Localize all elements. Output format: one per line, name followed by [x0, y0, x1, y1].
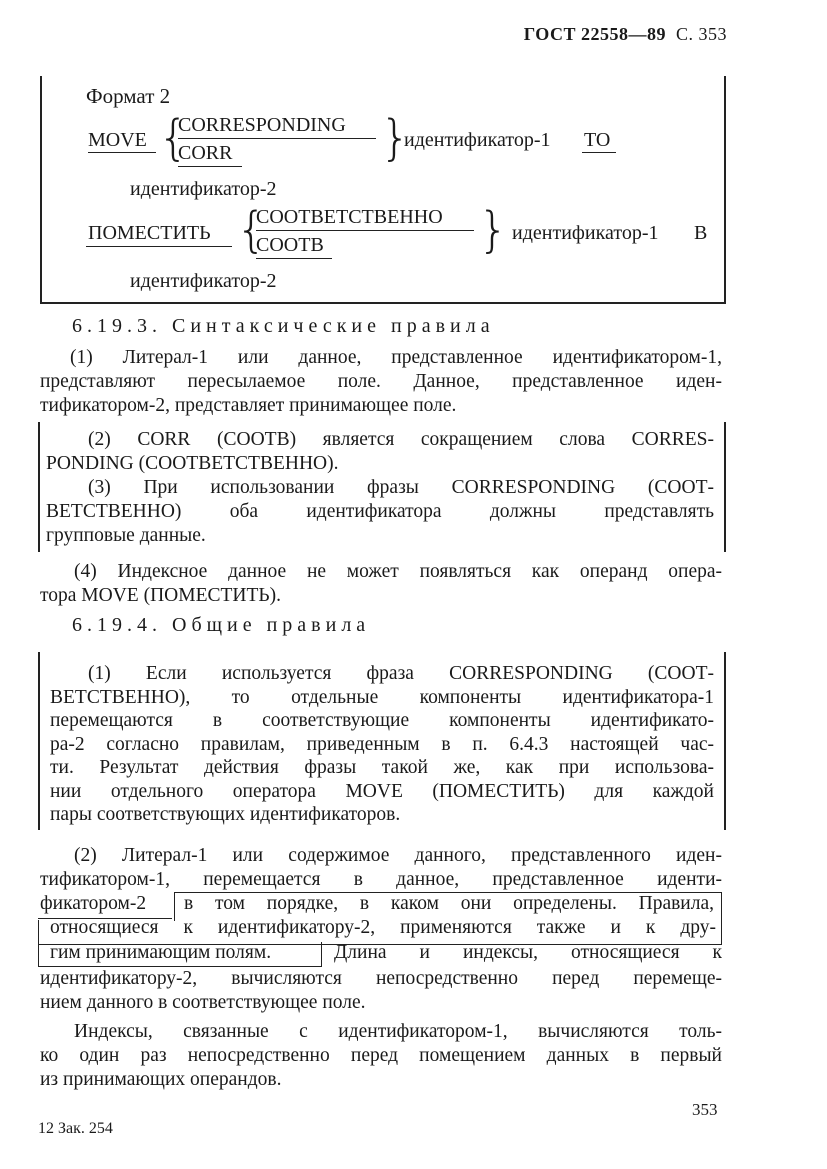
option-corr-underline: [178, 166, 242, 167]
keyword-to-underline: [582, 152, 616, 153]
identifier-1-ru: идентификатор-1: [512, 222, 659, 244]
syntax-rule-2-3: [46, 428, 714, 548]
option-sootvetstvenno-underline: [256, 230, 474, 231]
general-rule-2-line3a: фикатором-2: [40, 893, 147, 914]
syntax-rule-4-line: тора MOVE (ПОМЕСТИТЬ).: [40, 585, 281, 606]
indexes-line: Индексы, связанные с идентификатором-1, вычисляются толь-: [74, 1021, 722, 1042]
syntax-rule-line: (3) При использовании фразы CORRESPONDING (СООТ-: [88, 477, 714, 498]
identifier-2-en: идентификатор-2: [130, 178, 277, 200]
syntax-heading: 6.19.3. Синтаксические правила: [72, 315, 495, 337]
indexes-line: ко один раз непосредственно перед помещением данных в первый: [40, 1045, 722, 1066]
general-rule-1-line: перемещаются в соответствующие компоненты идентификато-: [50, 710, 714, 731]
syntax-rule-1-line: тификатором-2, представляет принимающее поле.: [40, 395, 457, 416]
general-rule-2-line: тификатором-1, перемещается в данное, представленное иденти-: [40, 869, 722, 890]
option-sootv-underline: [256, 258, 332, 259]
general-rule-1-line: ти. Результат действия фразы такой же, как при использова-: [50, 757, 714, 778]
general-rule-1-line: ВЕТСТВЕННО), то отдельные компоненты идентификатора-1: [50, 686, 714, 708]
move-verb-ru: ПОМЕСТИТЬ: [88, 222, 211, 244]
option-sootv: СООТВ: [256, 234, 324, 256]
keyword-to: TO: [584, 129, 611, 151]
general-rule-2-line: идентификатору-2, вычисляются непосредственно перед перемеще-: [40, 968, 722, 989]
identifier-2-ru: идентификатор-2: [130, 270, 277, 292]
standard-number: ГОСТ 22558—89: [523, 24, 666, 44]
move-underline: [88, 152, 156, 153]
identifier-1-en: идентификатор-1: [404, 129, 551, 151]
left-brace-ru: {: [236, 202, 267, 258]
syntax-rule-4: [40, 560, 722, 608]
format-title: Формат 2: [86, 84, 171, 108]
syntax-rule-line: (2) CORR (СООТВ) является сокращением слова CORRES-: [88, 429, 714, 450]
general-rule-2-line5b: Длина и индексы, относящиеся к: [334, 942, 722, 963]
general-rule-1-line: пары соответствующих идентификаторов.: [50, 804, 401, 825]
move-verb-ru-underline: [86, 246, 232, 247]
syntax-rule-1-line: представляют пересылаемое поле. Данное, представленное иден-: [40, 371, 722, 392]
keyword-v: В: [694, 222, 708, 244]
page-label: С. 353: [675, 24, 727, 44]
syntax-rule-4-line: (4) Индексное данное не может появляться как операнд опера-: [74, 561, 722, 582]
indexes-line: из принимающих операндов.: [40, 1069, 282, 1090]
general-rule-2-line: (2) Литерал-1 или содержимое данного, представленного иден-: [74, 845, 722, 866]
general-rule-1: [50, 662, 714, 827]
general-heading: 6.19.4. Общие правила: [72, 614, 371, 636]
general-rule-2-line3b: в том порядке, в каком они определены. Правила,: [184, 893, 714, 914]
syntax-rule-1: [40, 346, 722, 418]
general-rule-2-tail: [40, 967, 722, 1015]
option-corr: CORR: [178, 142, 233, 164]
right-brace: }: [380, 110, 411, 166]
syntax-rule-line: групповые данные.: [46, 525, 206, 546]
syntax-rule-line: PONDING (СООТВЕТСТВЕННО).: [46, 453, 339, 474]
general-rule-2-line: нием данного в соответствующее поле.: [40, 992, 366, 1013]
option-sootvetstvenno: СООТВЕТСТВЕННО: [256, 206, 443, 228]
move-verb: MOVE: [88, 129, 147, 151]
order-number: 12 Зак. 254: [38, 1120, 113, 1137]
general-rule-2-line4: относящиеся к идентификатору-2, применяются также и к дру-: [50, 917, 716, 938]
syntax-rule-line: ВЕТСТВЕННО) оба идентификатора должны представлять: [46, 501, 714, 522]
right-brace-ru: }: [478, 202, 509, 258]
option-corresponding: CORRESPONDING: [178, 114, 346, 136]
general-rule-2: [40, 844, 722, 892]
indexes-paragraph: [40, 1020, 722, 1092]
option-corresponding-underline: [178, 138, 376, 139]
general-rule-1-line: ра-2 согласно правилам, приведенным в п. 6.4.3 настоящей час-: [50, 733, 714, 755]
left-brace: {: [158, 110, 189, 166]
general-rule-1-line: (1) Если используется фраза CORRESPONDING (СООТ-: [88, 663, 714, 684]
page-number: 353: [692, 1100, 718, 1119]
general-rule-2-line5a: гим принимающим полям.: [50, 942, 272, 963]
syntax-rule-1-line: (1) Литерал-1 или данное, представленное идентификатором-1,: [70, 347, 722, 368]
general-rule-1-line: нии отдельного оператора MOVE (ПОМЕСТИТЬ) для каждой: [50, 780, 714, 802]
page-header: [524, 24, 727, 45]
